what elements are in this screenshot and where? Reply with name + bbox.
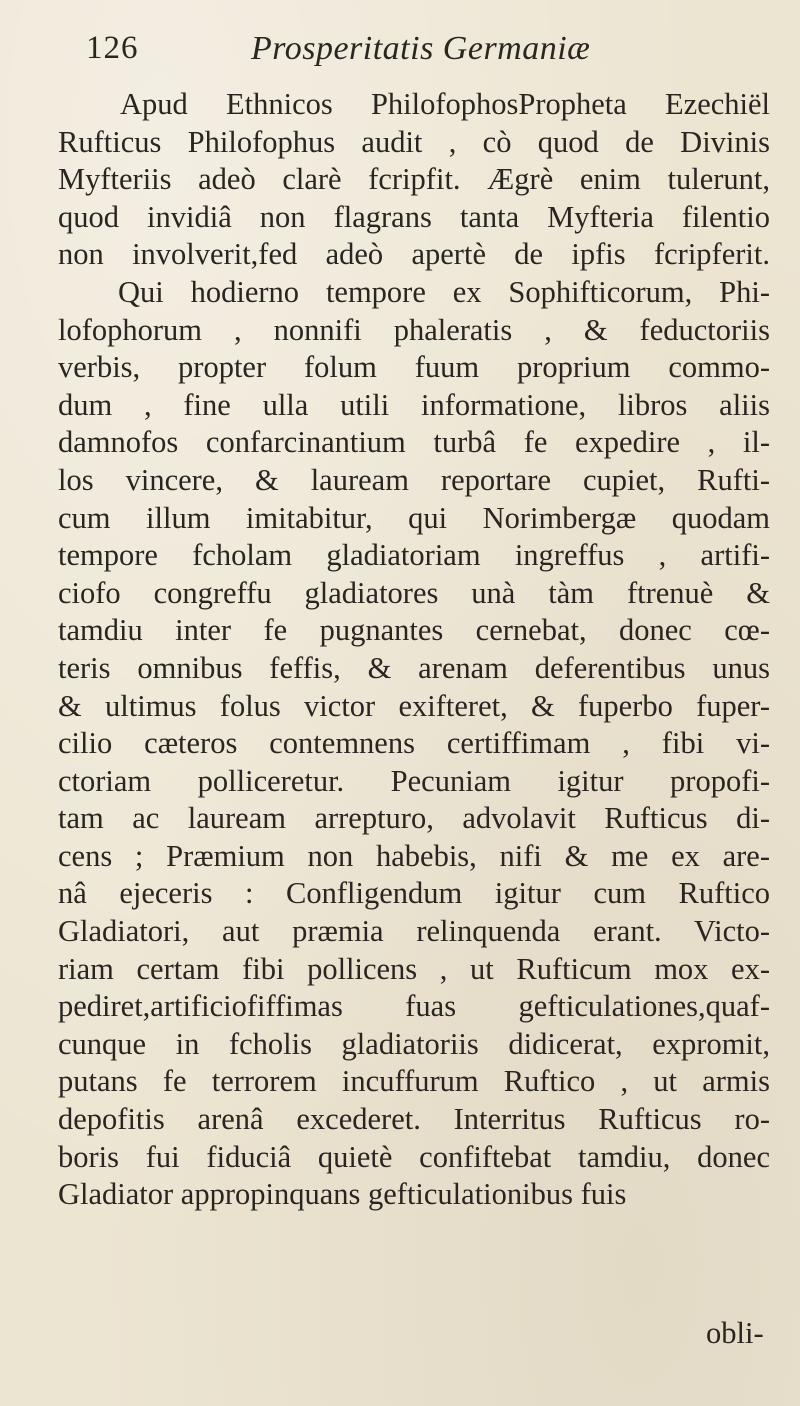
text-line: damnofos confarcinantium turbâ fe expedire , il- (58, 425, 770, 460)
text-line: Qui hodierno tempore ex Sophifticorum, Phi- (118, 274, 770, 309)
text-line: non involverit,fed adeò apertè de ipfis fcripferit. (58, 237, 770, 272)
text-line: tamdiu inter fe pugnantes cernebat, donec cœ- (58, 613, 770, 648)
text-line: putans fe terrorem incuffurum Ruftico , ut armis (58, 1064, 770, 1099)
text-line: dum , fine ulla utili informatione, libros aliis (58, 387, 770, 422)
text-line: Gladiatori, aut præmia relinquenda erant. Victo- (58, 914, 770, 949)
text-line: ctoriam polliceretur. Pecuniam igitur propofi- (58, 763, 770, 798)
text-line: nâ ejeceris : Confligendum igitur cum Ruftico (58, 876, 770, 911)
page-number: 126 (86, 30, 139, 66)
text-line: Rufticus Philofophus audit , cò quod de Divinis (58, 124, 770, 159)
text-line: Myfteriis adeò clarè fcripfit. Ægrè enim tulerunt, (58, 162, 770, 197)
text-line: cens ; Præmium non habebis, nifi & me ex are- (58, 838, 770, 873)
text-line: los vincere, & lauream reportare cupiet, Rufti- (58, 462, 770, 497)
text-line: verbis, propter folum fuum proprium commo- (58, 350, 770, 385)
text-line: cunque in fcholis gladiatoriis didicerat, expromit, (58, 1026, 770, 1061)
text-line: cilio cæteros contemnens certiffimam , fibi vi- (58, 726, 770, 761)
text-line: quod invidiâ non flagrans tanta Myfteria filentio (58, 199, 770, 234)
text-line: ciofo congreffu gladiatores unà tàm ftrenuè & (58, 575, 770, 610)
running-head: Prosperitatis Germaniæ (251, 30, 591, 67)
page-header (86, 30, 776, 82)
text-line: depofitis arenâ excederet. Interritus Rufticus ro- (58, 1102, 770, 1137)
text-line: & ultimus folus victor exifteret, & fuperbo fuper- (58, 688, 770, 723)
text-line: boris fui fiduciâ quietè confiftebat tamdiu, donec (58, 1139, 770, 1174)
text-line: lofophorum , nonnifi phaleratis , & feductoriis (58, 312, 770, 347)
catchword: obli- (706, 1316, 764, 1350)
text-line: Gladiator appropinquans gefticulationibus fuis (58, 1177, 627, 1212)
text-line: cum illum imitabitur, qui Norimbergæ quodam (58, 500, 770, 535)
body-text (58, 86, 770, 1214)
text-line: Apud Ethnicos PhilofophosPropheta Ezechiël (120, 87, 770, 121)
text-line: tam ac lauream arrepturo, advolavit Rufticus di- (58, 801, 770, 836)
text-line: riam certam fibi pollicens , ut Rufticum mox ex- (58, 951, 770, 986)
text-line: pediret,artificiofiffimas fuas gefticulationes,quaf- (58, 989, 770, 1024)
text-line: tempore fcholam gladiatoriam ingreffus , artifi- (58, 538, 770, 573)
text-line: teris omnibus feffis, & arenam deferentibus unus (58, 650, 770, 685)
